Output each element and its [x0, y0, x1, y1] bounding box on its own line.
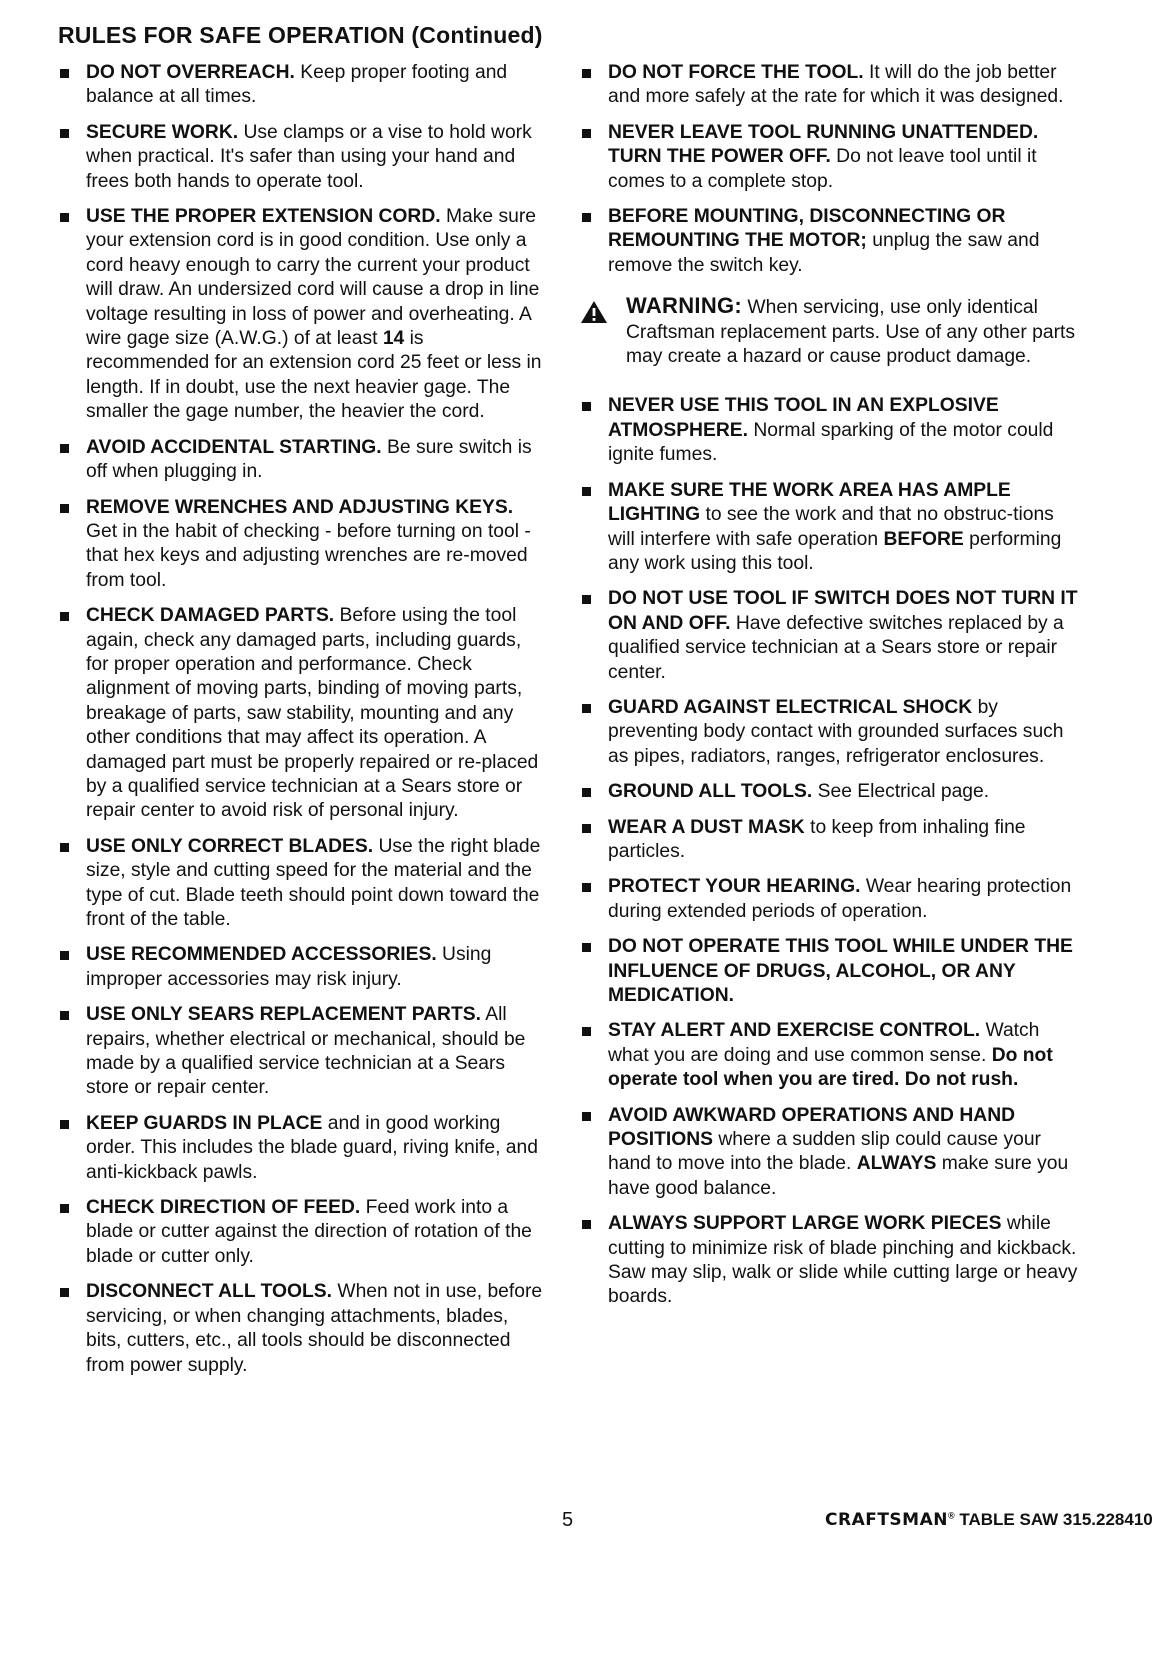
rule-text: to see the work and that no obstruc-tions will interfere with safe operation	[608, 504, 1054, 550]
rule-heading: KEEP GUARDS IN PLACE	[86, 1112, 323, 1134]
square-bullet-icon	[582, 824, 591, 833]
rule-heading: ALWAYS	[856, 1153, 937, 1175]
safety-rule	[58, 205, 546, 425]
rule-text: Wear hearing protection during extended periods of operation.	[608, 876, 1072, 922]
square-bullet-icon	[60, 213, 69, 222]
rule-heading: ALWAYS SUPPORT LARGE WORK PIECES	[608, 1213, 1002, 1235]
page-number: 5	[562, 1509, 574, 1531]
square-bullet-icon	[582, 487, 591, 496]
rule-text: When not in use, before servicing, or when changing attachments, blades, bits, cutters, etc., all tools should be disconnected from power supply.	[86, 1281, 543, 1376]
rule-heading: DO NOT FORCE THE TOOL.	[608, 62, 864, 83]
rule-text: to keep from inhaling fine particles.	[608, 816, 1026, 862]
page-title: RULES FOR SAFE OPERATION (Continued)	[58, 22, 543, 48]
rule-heading: REMOVE WRENCHES AND ADJUSTING KEYS.	[86, 496, 514, 518]
rule-text: where a sudden slip could cause your hand to move into the blade.	[608, 1129, 1041, 1175]
rule-text: Use clamps or a vise to hold work when practical. It's safer than using your hand and frees both hands to operate tool.	[86, 121, 532, 192]
safety-rule	[58, 496, 546, 594]
rule-heading: USE ONLY CORRECT BLADES.	[86, 835, 374, 857]
rule-text: Use the right blade size, style and cutting speed for the material and the type of cut. Blade teeth should point down toward the front of the table.	[86, 835, 541, 930]
safety-rule	[580, 205, 1080, 278]
square-bullet-icon	[60, 1120, 69, 1129]
rule-heading: NEVER USE THIS TOOL IN AN EXPLOSIVE ATMOSPHERE.	[608, 395, 999, 441]
square-bullet-icon	[60, 444, 69, 453]
safety-rule	[580, 935, 1080, 1008]
left-column	[58, 61, 546, 1389]
rule-text: Do not leave tool until it comes to a complete stop.	[608, 146, 1037, 192]
rule-heading: DO NOT OPERATE THIS TOOL WHILE UNDER THE INFLUENCE OF DRUGS, ALCOHOL, OR ANY MEDICATION.	[608, 936, 1073, 1006]
rule-text: It will do the job better and more safely at the rate for which it was designed.	[608, 62, 1064, 108]
rule-heading: USE RECOMMENDED ACCESSORIES.	[86, 944, 437, 966]
safety-rule	[580, 875, 1080, 924]
square-bullet-icon	[60, 843, 69, 852]
rule-text: and in good working order. This includes the blade guard, riving knife, and anti-kickback pawls.	[86, 1112, 538, 1183]
rule-text: All repairs, whether electrical or mechanical, should be made by a qualified service technician at a Sears store or repair center.	[86, 1004, 526, 1099]
rule-text: Get in the habit of checking - before turning on tool - that hex keys and adjusting wrenches are re-moved from tool.	[86, 520, 531, 591]
square-bullet-icon	[582, 704, 591, 713]
safety-rule	[580, 61, 1080, 110]
square-bullet-icon	[582, 1112, 591, 1121]
rule-text: Using improper accessories may risk injury.	[86, 944, 492, 990]
rule-heading: DO NOT USE TOOL IF SWITCH DOES NOT TURN IT ON AND OFF.	[608, 588, 1078, 634]
rule-heading: BEFORE	[883, 528, 964, 550]
rule-heading: AVOID ACCIDENTAL STARTING.	[86, 436, 382, 458]
warning-text: When servicing, use only identical Craftsman replacement parts. Use of any other parts may create a hazard or cause product damage.	[626, 297, 1076, 368]
safety-rule	[580, 780, 1080, 804]
rule-heading: CHECK DIRECTION OF FEED.	[86, 1197, 361, 1219]
safety-rule	[58, 121, 546, 194]
safety-rule	[580, 1019, 1080, 1092]
square-bullet-icon	[582, 129, 591, 138]
rule-text: unplug the saw and remove the switch key.	[608, 230, 1040, 276]
rule-heading: WEAR A DUST MASK	[608, 816, 805, 838]
square-bullet-icon	[60, 69, 69, 78]
left-rules-list	[58, 61, 546, 1378]
rule-text: Keep proper footing and balance at all times.	[86, 62, 508, 108]
footer-product: CRAFTSMAN® TABLE SAW 315.228410	[825, 1510, 1153, 1530]
safety-rule	[58, 61, 546, 110]
square-bullet-icon	[582, 69, 591, 78]
square-bullet-icon	[60, 129, 69, 138]
rule-heading: DO NOT OVERREACH.	[86, 62, 295, 83]
square-bullet-icon	[582, 788, 591, 797]
safety-rule	[58, 1196, 546, 1269]
rule-text: make sure you have good balance.	[608, 1153, 1069, 1199]
rule-text: is recommended for an extension cord 25 feet or less in length. If in doubt, use the next heavier gage. The smaller the gage number, the heavier the cord.	[86, 328, 542, 423]
product-model: TABLE SAW 315.228410	[959, 1510, 1153, 1529]
rule-heading: SECURE WORK.	[86, 121, 239, 143]
right-rules-list-bottom	[580, 394, 1080, 1309]
square-bullet-icon	[582, 213, 591, 222]
rule-heading: 14	[382, 328, 405, 350]
rule-heading: MAKE SURE THE WORK AREA HAS AMPLE LIGHTING	[608, 479, 1011, 526]
square-bullet-icon	[60, 1288, 69, 1297]
square-bullet-icon	[60, 951, 69, 960]
rule-text: Make sure your extension cord is in good condition. Use only a cord heavy enough to carry the current your product will draw. An undersized cord will cause a drop in line voltage resulting in loss of power and overheating. A wire gage size (A.W.G.) of at least	[86, 206, 540, 350]
rule-heading: AVOID AWKWARD OPERATIONS AND HAND POSITIONS	[608, 1104, 1016, 1151]
rule-heading: GUARD AGAINST ELECTRICAL SHOCK	[608, 696, 973, 718]
warning-triangle-icon	[580, 300, 608, 324]
rule-text: Feed work into a blade or cutter against the direction of rotation of the blade or cutter only.	[86, 1197, 532, 1267]
rule-text: performing any work using this tool.	[608, 528, 1062, 574]
safety-rule	[580, 394, 1080, 467]
square-bullet-icon	[60, 504, 69, 513]
rule-text: Normal sparking of the motor could ignite fumes.	[608, 419, 1054, 466]
brand-logo: CRAFTSMAN	[825, 1510, 948, 1530]
safety-rule	[580, 587, 1080, 685]
safety-rule	[580, 479, 1080, 577]
rule-text: while cutting to minimize risk of blade pinching and kickback. Saw may slip, walk or slide while cutting large or heavy boards.	[608, 1213, 1078, 1308]
safety-rule	[58, 436, 546, 485]
right-column	[580, 61, 1080, 1321]
square-bullet-icon	[582, 943, 591, 952]
square-bullet-icon	[582, 1220, 591, 1229]
rule-text: Before using the tool again, check any damaged parts, including guards, for proper operation and performance. Check alignment of moving parts, binding of moving parts, breakage of parts, saw stability, mounting and any other conditions that may affect its operation. A damaged part must be properly repaired or re-placed by a qualified service technician at a Sears store or repair center to avoid risk of personal injury.	[86, 605, 539, 822]
safety-rule	[580, 816, 1080, 865]
safety-rule	[580, 1104, 1080, 1202]
rule-heading: Do not operate tool when you are tired. Do not rush.	[608, 1044, 1053, 1091]
rule-heading: BEFORE MOUNTING, DISCONNECTING OR REMOUNTING THE MOTOR;	[608, 206, 1006, 252]
rule-heading: NEVER LEAVE TOOL RUNNING UNATTENDED. TURN THE POWER OFF.	[608, 121, 1039, 168]
square-bullet-icon	[582, 595, 591, 604]
right-rules-list-top	[580, 61, 1080, 278]
safety-rule	[58, 1280, 546, 1378]
safety-rule	[58, 604, 546, 824]
rule-heading: CHECK DAMAGED PARTS.	[86, 605, 335, 627]
rule-heading: STAY ALERT AND EXERCISE CONTROL.	[608, 1020, 981, 1042]
safety-rule	[58, 1112, 546, 1185]
safety-rule	[58, 943, 546, 992]
warning-label: WARNING:	[626, 293, 743, 319]
warning-notice	[580, 294, 1080, 369]
safety-rule	[58, 1003, 546, 1101]
rule-heading: GROUND ALL TOOLS.	[608, 781, 813, 803]
square-bullet-icon	[582, 402, 591, 411]
safety-rule	[580, 696, 1080, 769]
rule-text: Have defective switches replaced by a qualified service technician at a Sears store or repair center.	[608, 612, 1064, 683]
rule-heading: USE THE PROPER EXTENSION CORD.	[86, 206, 441, 228]
rule-text: by preventing body contact with grounded surfaces such as pipes, radiators, ranges, refrigerator enclosures.	[608, 696, 1064, 767]
rule-heading: USE ONLY SEARS REPLACEMENT PARTS.	[86, 1004, 481, 1026]
square-bullet-icon	[582, 883, 591, 892]
square-bullet-icon	[60, 1204, 69, 1213]
rule-text: Watch what you are doing and use common sense.	[608, 1020, 1040, 1066]
safety-rule	[58, 835, 546, 933]
square-bullet-icon	[582, 1027, 591, 1036]
rule-text: Be sure switch is off when plugging in.	[86, 436, 532, 483]
safety-rule	[580, 1212, 1080, 1310]
square-bullet-icon	[60, 1011, 69, 1020]
rule-heading: DISCONNECT ALL TOOLS.	[86, 1281, 333, 1303]
rule-text: See Electrical page.	[812, 781, 990, 803]
rule-heading: PROTECT YOUR HEARING.	[608, 876, 861, 898]
safety-rule	[580, 121, 1080, 194]
square-bullet-icon	[60, 612, 69, 621]
